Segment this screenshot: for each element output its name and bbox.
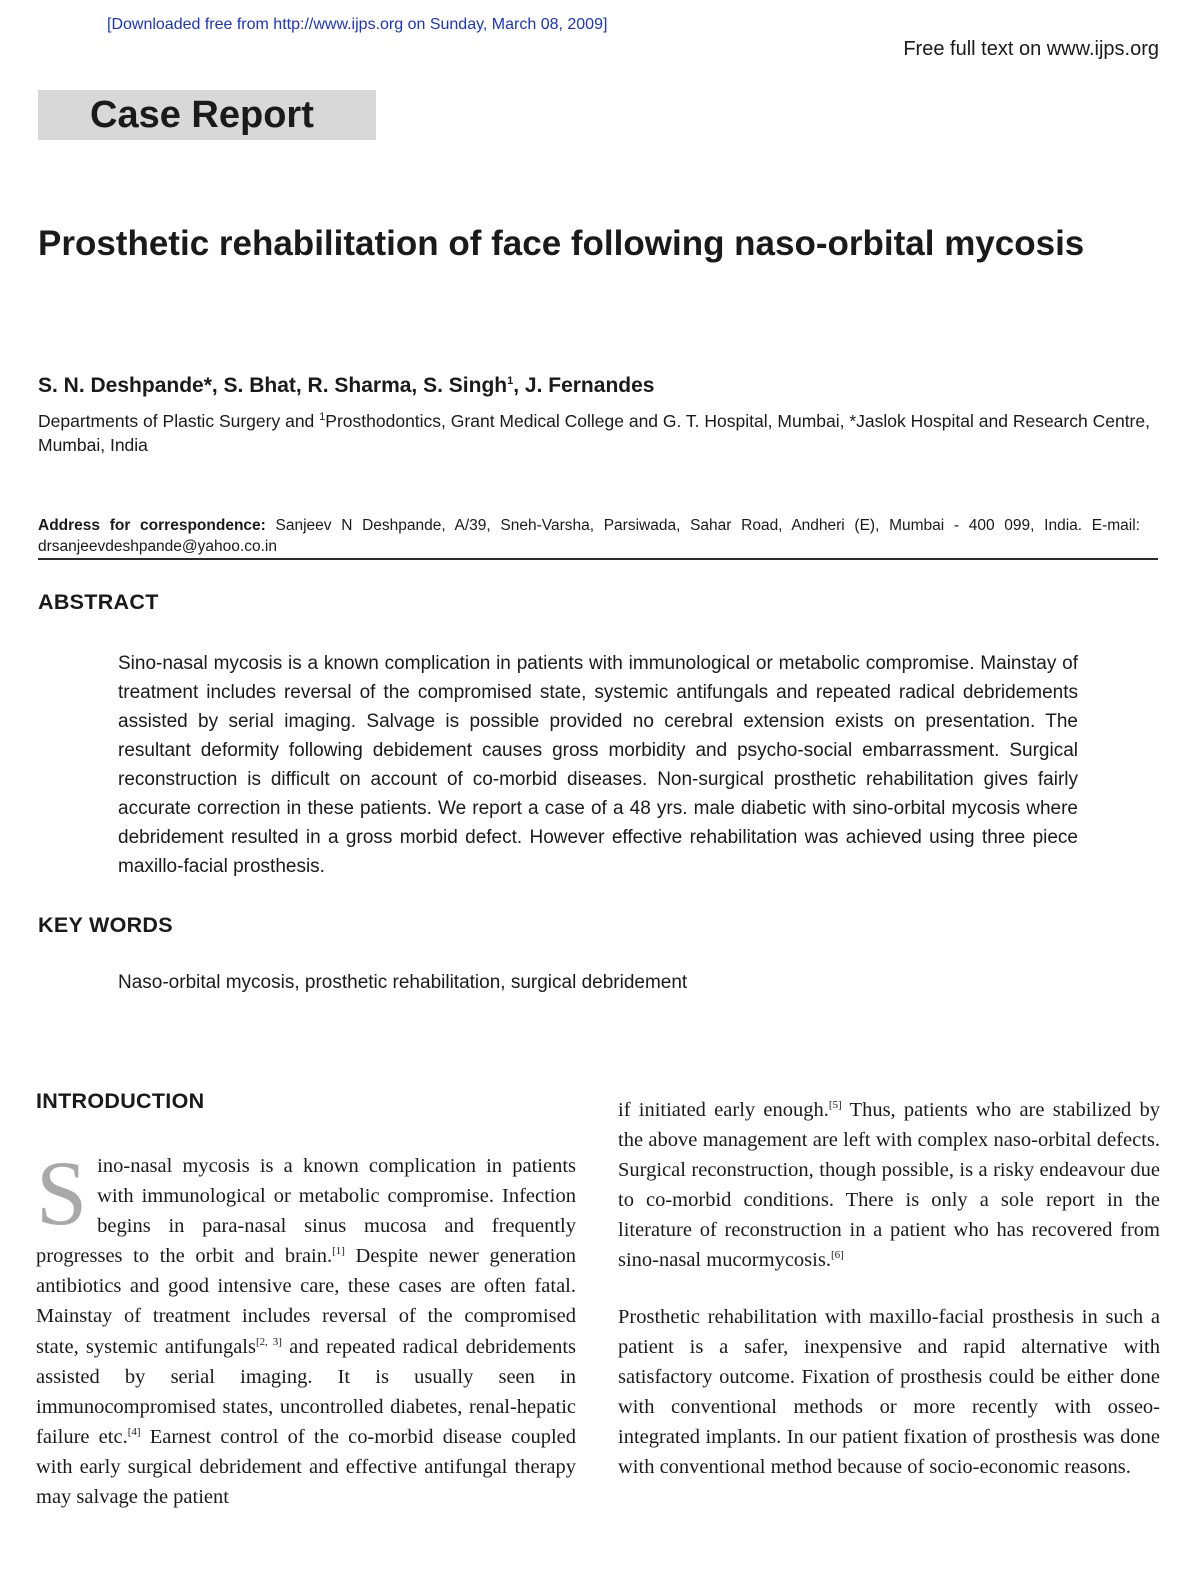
affiliation-part-1: Departments of Plastic Surgery and	[38, 411, 320, 431]
correspondence-label: Address for correspondence:	[38, 517, 266, 534]
keywords-heading: KEY WORDS	[38, 913, 173, 937]
paper-title: Prosthetic rehabilitation of face following naso-orbital mycosis	[38, 224, 1085, 263]
intro-paragraph-1-cont	[618, 1095, 1160, 1276]
introduction-left-column	[36, 1142, 577, 1512]
section-label-box	[38, 90, 376, 140]
introduction-heading: INTRODUCTION	[36, 1089, 205, 1113]
authors-part-1: S. N. Deshpande*, S. Bhat, R. Sharma, S. Singh	[38, 374, 508, 397]
affiliation-part-2: Prosthodontics, Grant Medical College and G. T. Hospital, Mumbai, *Jaslok Hospital and Research Centre, Mumbai, India	[38, 411, 1150, 455]
intro-text-6: Thus, patients who are stabilized by the above management are left with complex naso-orbital defects. Surgical reconstruction, though possible, is a risky endeavour due to co-morbid conditions. There is only a sole report in the literature of reconstruction in a patient who has recovered from sino-nasal mucormycosis.	[618, 1099, 1160, 1272]
affiliation	[38, 409, 1150, 457]
keywords-text: Naso-orbital mycosis, prosthetic rehabilitation, surgical debridement	[118, 972, 688, 993]
intro-text-3: and repeated radical debridements assisted by serial imaging. It is usually seen in immunocompromised states, uncontrolled diabetes, renal-hepatic failure etc.	[36, 1335, 577, 1448]
correspondence-text: Sanjeev N Deshpande, A/39, Sneh-Varsha, Parsiwada, Sahar Road, Andheri (E), Mumbai - 400 099, India. E-mail: drsanjeevdeshpande@yahoo.co.in	[38, 517, 1140, 555]
abstract-heading: ABSTRACT	[38, 590, 159, 614]
correspondence	[38, 515, 1140, 557]
authors-affiliation-mark: 1	[507, 375, 514, 387]
citation-6: [6]	[830, 1249, 844, 1262]
intro-text-1: ino-nasal mycosis is a known complication in patients with immunological or metabolic compromise. Infection begins in para-nasal sinus mucosa and frequently progresses to the orbit and brain.	[36, 1155, 576, 1268]
introduction-right-column	[618, 1095, 1160, 1482]
intro-text-2: Despite newer generation antibiotics and good intensive care, these cases are often fatal. Mainstay of treatment includes reversal of the compromised state, systemic antifungals	[36, 1245, 576, 1358]
citation-2-3: [2, 3]	[255, 1335, 282, 1348]
section-label: Case Report	[90, 93, 314, 136]
intro-paragraph-1	[36, 1142, 577, 1512]
author-list	[38, 374, 654, 398]
intro-paragraph-2: Prosthetic rehabilitation with maxillo-facial prosthesis in such a patient is a safer, inexpensive and rapid alternative with satisfactory outcome. Fixation of prosthesis could be either done with conventional methods or more recently with osseo-integrated implants. In our patient fixation of prosthesis was done with conventional method because of socio-economic reasons.	[618, 1305, 1160, 1479]
header-divider	[38, 558, 1158, 560]
abstract-text: Sino-nasal mycosis is a known complication in patients with immunological or metabolic compromise. Mainstay of treatment includes reversal of the compromised state, systemic antifungals and repeated radical debridements assisted by serial imaging. Salvage is possible provided no cerebral extension exists on presentation. The resultant deformity following debidement causes gross morbidity and psycho-social embarrassment. Surgical reconstruction is difficult on account of co-morbid diseases. Non-surgical prosthetic rehabilitation gives fairly accurate correction in these patients. We report a case of a 48 yrs. male diabetic with sino-orbital mycosis where debridement resulted in a gross morbid defect. However effective rehabilitation was achieved using three piece maxillo-facial prosthesis.	[118, 653, 1078, 877]
citation-1: [1]	[332, 1245, 345, 1258]
citation-5: [5]	[828, 1099, 842, 1112]
authors-part-2: , J. Fernandes	[513, 374, 655, 397]
citation-4: [4]	[127, 1426, 141, 1439]
fulltext-note: Free full text on www.ijps.org	[903, 38, 1159, 60]
intro-text-4: Earnest control of the co-morbid disease coupled with early surgical debridement and effective antifungal therapy may salvage the patient	[36, 1425, 576, 1509]
download-note: [Downloaded free from http://www.ijps.org on Sunday, March 08, 2009]	[107, 16, 608, 33]
intro-text-5: if initiated early enough.	[618, 1099, 829, 1121]
affiliation-mark: 1	[319, 411, 326, 424]
drop-cap: S	[36, 1142, 88, 1244]
